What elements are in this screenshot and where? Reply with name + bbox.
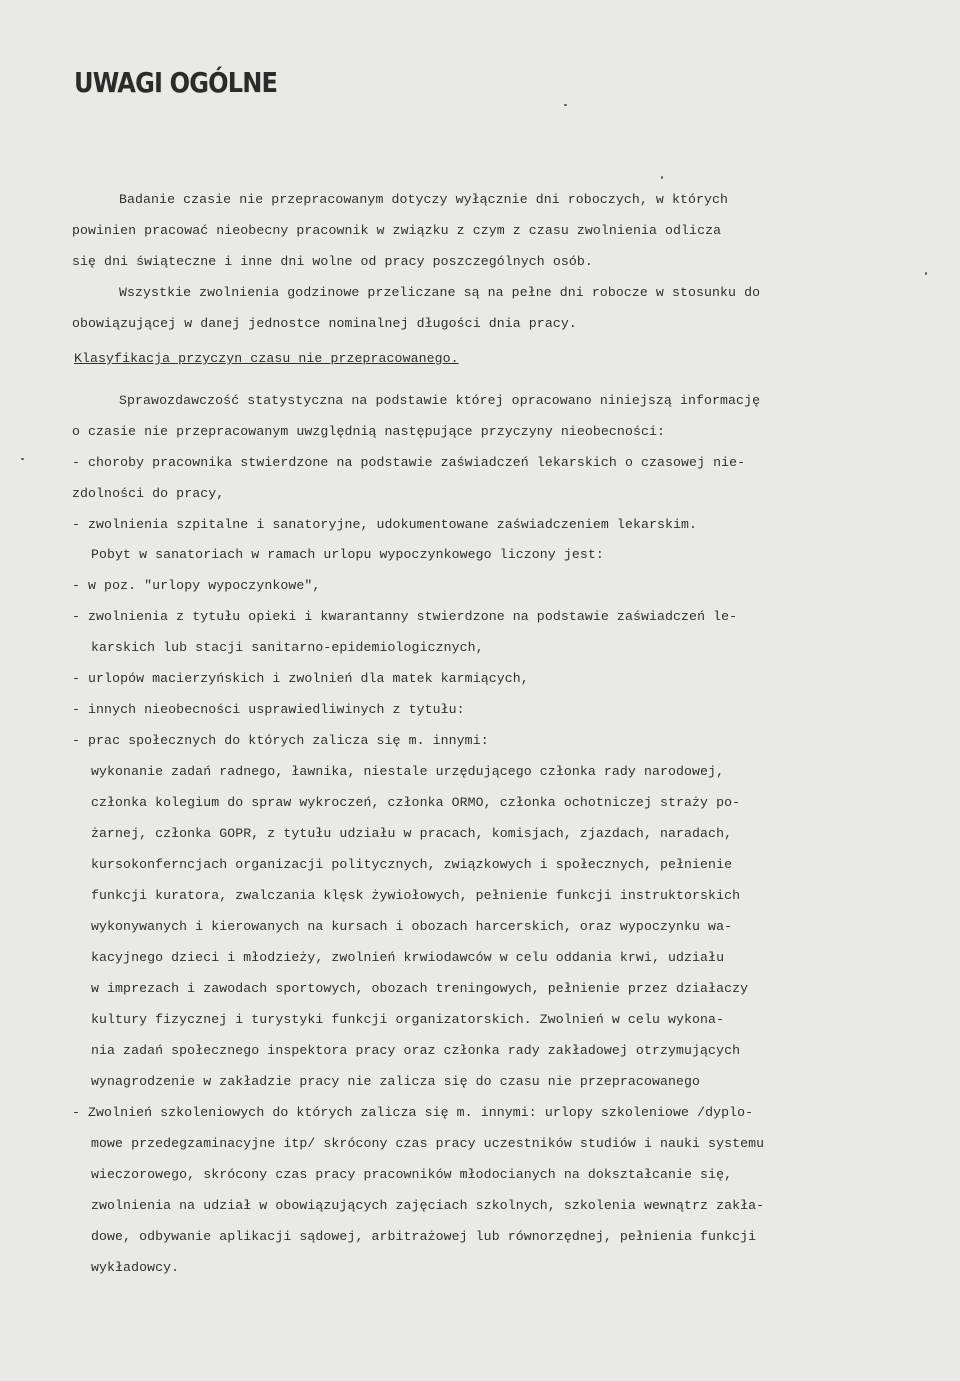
- text-line: funkcji kuratora, zwalczania klęsk żywiołowych, pełnienie funkcji instruktorskich: [91, 888, 741, 903]
- list-item: - innych nieobecności usprawiedliwinych z tytułu:: [72, 702, 465, 717]
- text-line: Pobyt w sanatoriach w ramach urlopu wypoczynkowego liczony jest:: [91, 547, 604, 562]
- text-line: kultury fizycznej i turystyki funkcji organizatorskich. Zwolnień w celu wykona-: [91, 1012, 725, 1027]
- text-line: wykładowcy.: [91, 1260, 180, 1275]
- text-line: się dni świąteczne i inne dni wolne od pracy poszczególnych osób.: [72, 254, 593, 269]
- text-line: żarnej, członka GOPR, z tytułu udziału w pracach, komisjach, zjazdach, naradach,: [91, 826, 733, 841]
- text-line: zdolności do pracy,: [72, 486, 225, 501]
- speck-mark: [661, 176, 663, 179]
- list-item: - w poz. "urlopy wypoczynkowe",: [72, 578, 321, 593]
- text-line: nia zadań społecznego inspektora pracy oraz członka rady zakładowej otrzymujących: [91, 1043, 741, 1058]
- text-line: wykonywanych i kierowanych na kursach i obozach harcerskich, oraz wypoczynku wa-: [91, 919, 733, 934]
- section-title: Klasyfikacja przyczyn czasu nie przepracowanego.: [74, 351, 459, 366]
- list-item: - Zwolnień szkoleniowych do których zalicza się m. innymi: urlopy szkoleniowe /dyplo-: [72, 1105, 754, 1120]
- text-line: karskich lub stacji sanitarno-epidemiologicznych,: [91, 640, 484, 655]
- document-heading: UWAGI OGÓLNE: [74, 66, 278, 99]
- list-item: - choroby pracownika stwierdzone na podstawie zaświadczeń lekarskich o czasowej nie-: [72, 455, 746, 470]
- text-line: w imprezach i zawodach sportowych, obozach treningowych, pełnienie przez działaczy: [91, 981, 749, 996]
- text-line: Badanie czasie nie przepracowanym dotyczy wyłącznie dni roboczych, w których: [119, 192, 729, 207]
- text-line: kacyjnego dzieci i młodzieży, zwolnień krwiodawców w celu oddania krwi, udziału: [91, 950, 725, 965]
- list-item: - prac społecznych do których zalicza się m. innymi:: [72, 733, 489, 748]
- text-line: obowiązującej w danej jednostce nominalnej długości dnia pracy.: [72, 316, 577, 331]
- text-line: Sprawozdawczość statystyczna na podstawie której opracowano niniejszą informację: [119, 393, 761, 408]
- list-item: - zwolnienia z tytułu opieki i kwarantanny stwierdzone na podstawie zaświadczeń le-: [72, 609, 738, 624]
- list-item: - zwolnienia szpitalne i sanatoryjne, udokumentowane zaświadczeniem lekarskim.: [72, 517, 698, 532]
- text-line: wieczorowego, skrócony czas pracy pracowników młodocianych na dokształcanie się,: [91, 1167, 733, 1182]
- text-line: zwolnienia na udział w obowiązujących zajęciach szkolnych, szkolenia wewnątrz zakła-: [91, 1198, 765, 1213]
- speck-mark: [21, 458, 24, 460]
- text-line: członka kolegium do spraw wykroczeń, członka ORMO, członka ochotniczej straży po-: [91, 795, 741, 810]
- text-line: wynagrodzenie w zakładzie pracy nie zalicza się do czasu nie przepracowanego: [91, 1074, 701, 1089]
- text-line: dowe, odbywanie aplikacji sądowej, arbitrażowej lub równorzędnej, pełnienia funkcji: [91, 1229, 757, 1244]
- text-line: o czasie nie przepracowanym uwzględnią następujące przyczyny nieobecności:: [72, 424, 666, 439]
- speck-mark: [564, 104, 567, 106]
- text-line: wykonanie zadań radnego, ławnika, niestale urzędującego członka rady narodowej,: [91, 764, 725, 779]
- text-line: Wszystkie zwolnienia godzinowe przeliczane są na pełne dni robocze w stosunku do: [119, 285, 761, 300]
- text-line: mowe przedegzaminacyjne itp/ skrócony czas pracy uczestników studiów i nauki systemu: [91, 1136, 765, 1151]
- text-line: kursokonferncjach organizacji politycznych, związkowych i społecznych, pełnienie: [91, 857, 733, 872]
- list-item: - urlopów macierzyńskich i zwolnień dla matek karmiących,: [72, 671, 529, 686]
- speck-mark: [925, 272, 927, 275]
- text-line: powinien pracować nieobecny pracownik w związku z czym z czasu zwolnienia odlicza: [72, 223, 722, 238]
